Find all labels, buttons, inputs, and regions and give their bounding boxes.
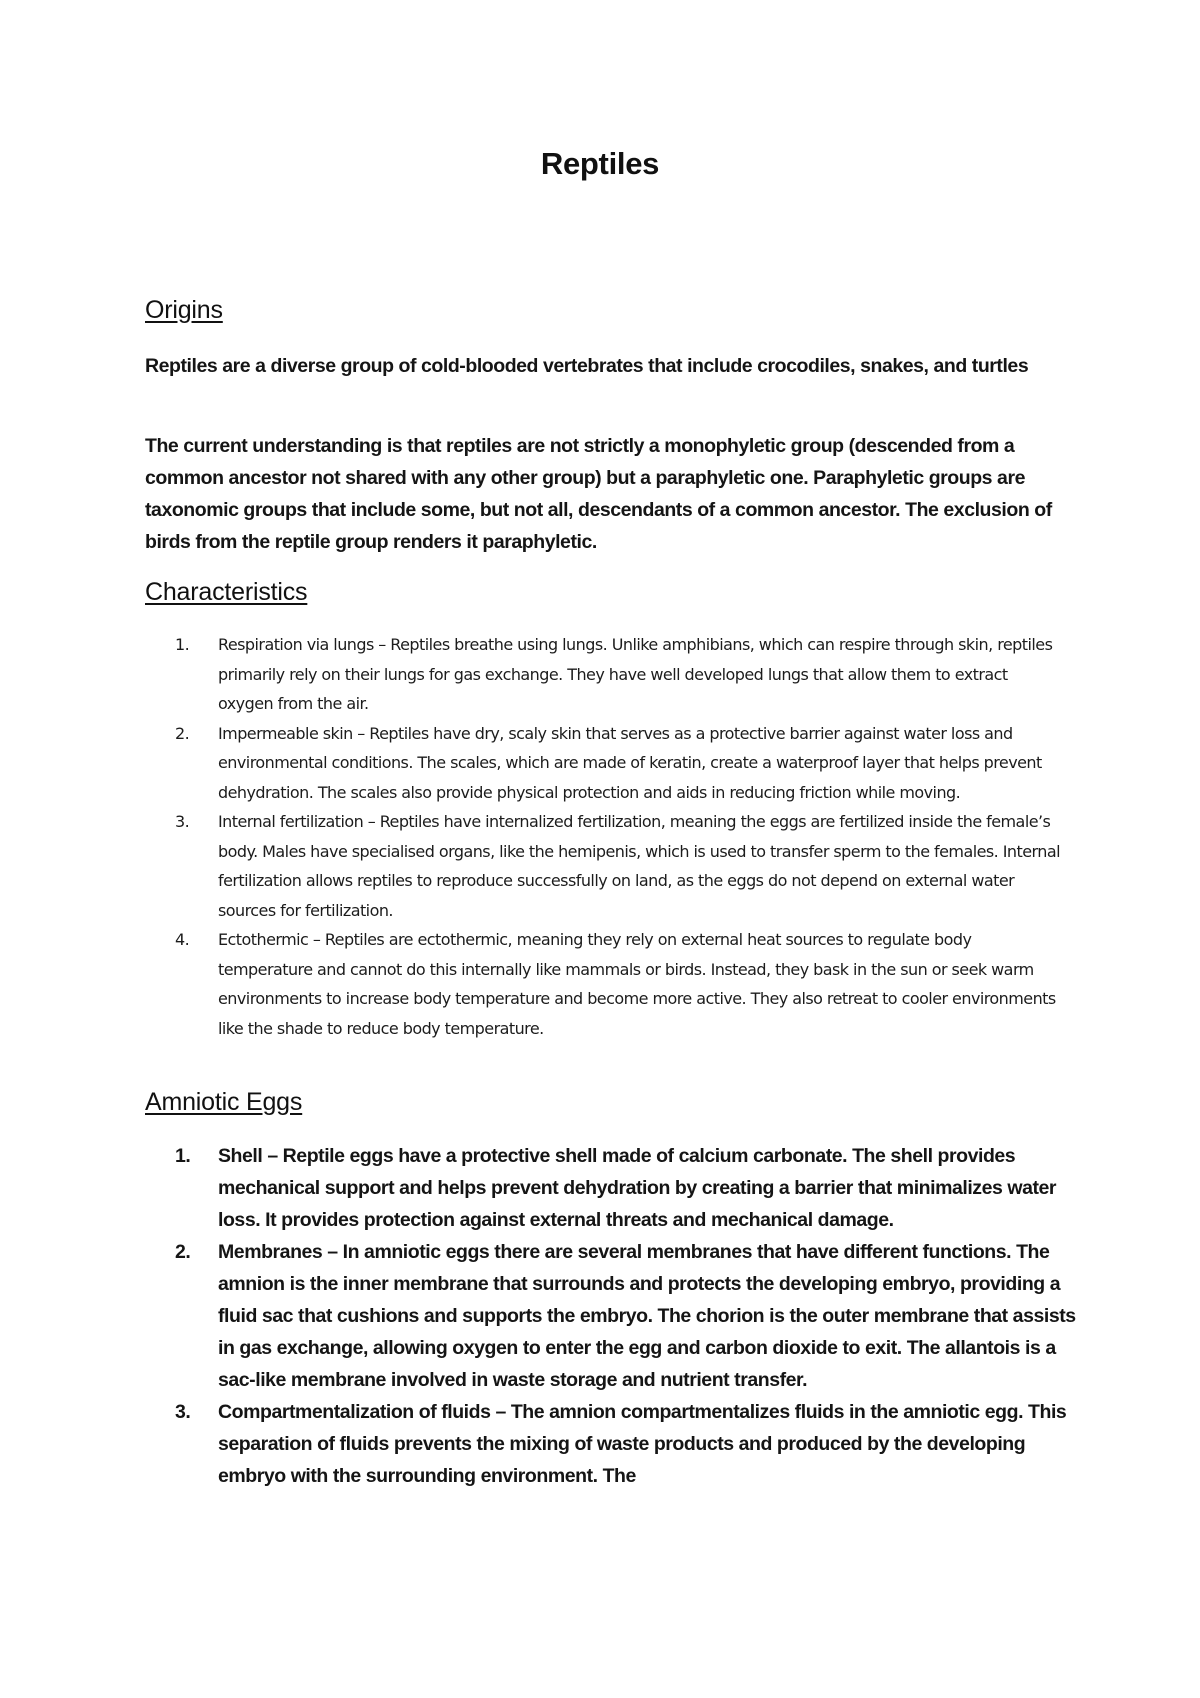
list-item-number: 1.: [175, 635, 190, 654]
section-heading-amniotic-eggs: Amniotic Eggs: [145, 1088, 303, 1116]
origins-paragraph-2: The current understanding is that reptiles are not strictly a monophyletic group (descended from a common ancestor not shared with any other group) but a paraphyletic one. Paraphyletic groups are taxonomic groups that include some, but not all, descendants of a common ancestor. The exclusion of birds from the reptile group renders it paraphyletic.: [145, 435, 1052, 553]
characteristics-list: [175, 630, 1065, 1043]
document-title: Reptiles: [540, 146, 660, 181]
list-item-text: Compartmentalization of fluids – The amnion compartmentalizes fluids in the amniotic egg. This separation of fluids prevents the mixing of waste products and produced by the developing embryo with the surrounding environment. The: [218, 1401, 1067, 1487]
list-item-text: Ectothermic – Reptiles are ectothermic, meaning they rely on external heat sources to regulate body temperature and cannot do this internally like mammals or birds. Instead, they bask in the sun or seek warm environments to increase body temperature and become more active. They also retreat to cooler environments like the shade to reduce body temperature.: [218, 930, 1056, 1038]
amniotic-eggs-list: [175, 1140, 1080, 1492]
list-item-number: 3.: [175, 1401, 191, 1423]
list-item-text: Impermeable skin – Reptiles have dry, scaly skin that serves as a protective barrier against water loss and environmental conditions. The scales, which are made of keratin, create a waterproof layer that helps prevent dehydration. The scales also provide physical protection and aids in reducing friction while moving.: [218, 723, 1042, 802]
list-item-text: Shell – Reptile eggs have a protective shell made of calcium carbonate. The shell provides mechanical support and helps prevent dehydration by creating a barrier that minimalizes water loss. It provides protection against external threats and mechanical damage.: [218, 1145, 1057, 1231]
list-item-number: 2.: [175, 1241, 191, 1263]
origins-paragraph-1: Reptiles are a diverse group of cold-blooded vertebrates that include crocodiles, snakes, and turtles: [145, 355, 1029, 377]
list-item: [175, 807, 1065, 925]
list-item-number: 2.: [175, 723, 190, 743]
list-item: [175, 925, 1065, 1043]
list-item-text: Membranes – In amniotic eggs there are several membranes that have different functions. The amnion is the inner membrane that surrounds and protects the developing embryo, providing a fluid sac that cushions and supports the embryo. The chorion is the outer membrane that assists in gas exchange, allowing oxygen to enter the egg and carbon dioxide to exit. The allantois is a sac-like membrane involved in waste storage and nutrient transfer.: [218, 1241, 1076, 1391]
list-item: [175, 1396, 1080, 1492]
list-item-text: Internal fertilization – Reptiles have internalized fertilization, meaning the eggs are fertilized inside the female’s body. Males have specialised organs, like the hemipenis, which is used to transfer sperm to the females. Internal fertilization allows reptiles to reproduce successfully on land, as the eggs do not depend on external water sources for fertilization.: [218, 812, 1061, 920]
list-item: [175, 1236, 1080, 1396]
list-item-number: 4.: [175, 930, 190, 949]
list-item: [175, 630, 1065, 719]
list-item: [175, 1140, 1080, 1236]
section-heading-origins: Origins: [145, 296, 223, 324]
list-item-text: Respiration via lungs – Reptiles breathe using lungs. Unlike amphibians, which can respire through skin, reptiles primarily rely on their lungs for gas exchange. They have well developed lungs that allow them to extract oxygen from the air.: [218, 635, 1053, 713]
list-item-number: 1.: [175, 1145, 191, 1167]
section-heading-characteristics: Characteristics: [145, 578, 308, 606]
list-item-number: 3.: [175, 812, 190, 831]
list-item: [175, 719, 1065, 808]
